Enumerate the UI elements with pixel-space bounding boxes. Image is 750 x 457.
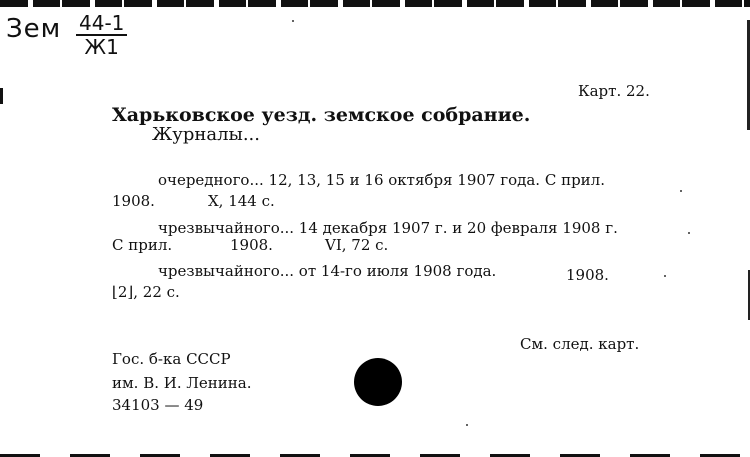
library-subname: им. В. И. Ленина. xyxy=(112,374,252,392)
entry-3-pages: ⌊2⌋, 22 с. xyxy=(112,283,180,301)
entry-3-year: 1908. xyxy=(566,266,609,284)
card-heading: Харьковское уезд. земское собрание. xyxy=(112,104,531,126)
entry-1-line-1: очередного... 12, 13, 15 и 16 октября 1907 года. С прил. xyxy=(158,171,605,189)
entry-1-pages: X, 144 с. xyxy=(208,192,275,210)
see-next-card: См. след. карт. xyxy=(520,335,640,353)
card-top-edge xyxy=(0,0,750,7)
shelfmark-numerator: 44-1 xyxy=(76,12,127,36)
handwritten-shelfmark-prefix: Зем xyxy=(6,14,62,44)
entry-2-appendix: С прил. xyxy=(112,236,173,254)
library-name: Гос. б-ка СССР xyxy=(112,350,231,368)
punched-hole xyxy=(354,358,402,406)
speck xyxy=(688,232,690,234)
entry-2-pages: VI, 72 с. xyxy=(325,236,389,254)
speck xyxy=(292,20,294,22)
speck xyxy=(466,424,468,426)
handwritten-shelfmark-fraction xyxy=(76,12,127,58)
entry-2-line-1: чрезвычайного... 14 декабря 1907 г. и 20 февраля 1908 г. xyxy=(158,219,618,237)
entry-3-line-1: чрезвычайного... от 14-го июля 1908 года. xyxy=(158,262,497,280)
speck xyxy=(680,190,682,192)
shelfmark-denominator: Ж1 xyxy=(84,35,119,59)
speck xyxy=(664,275,666,277)
library-print-code: 34103 — 49 xyxy=(112,396,204,414)
entry-1-year: 1908. xyxy=(112,192,155,210)
card-number: Карт. 22. xyxy=(578,82,650,100)
entry-2-year: 1908. xyxy=(230,236,273,254)
card-left-mark xyxy=(0,88,3,104)
card-subheading: Журналы... xyxy=(152,124,260,145)
